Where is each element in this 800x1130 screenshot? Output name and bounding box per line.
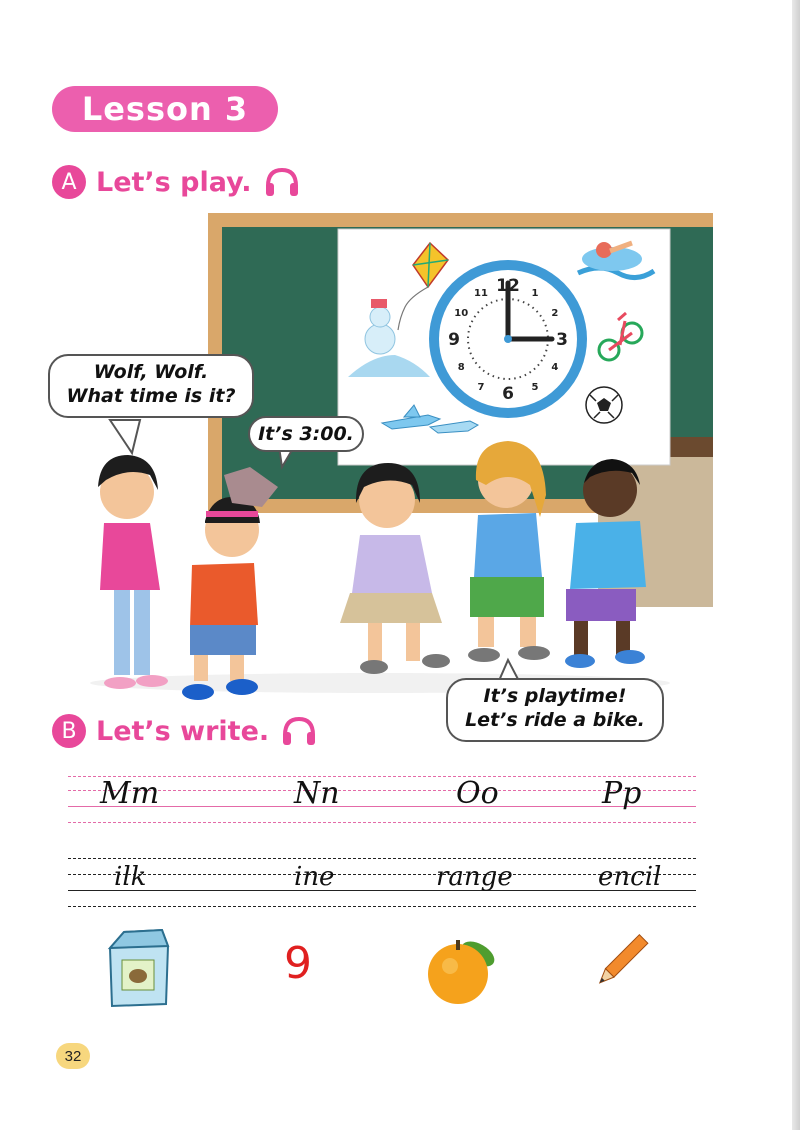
- milk-carton-icon: [104, 926, 174, 1010]
- word-ilk: ilk: [114, 862, 147, 892]
- page-number: 32: [56, 1043, 90, 1069]
- section-b-header: [52, 714, 317, 748]
- bubble-wolf-line2: What time is it?: [66, 385, 236, 407]
- child-pink-shirt: [98, 455, 168, 689]
- letter-nn: Nn: [294, 776, 340, 811]
- clock-numeral-9: 9: [448, 330, 460, 350]
- clock-icon: [429, 260, 587, 418]
- bubble-wolf-question: [48, 354, 254, 418]
- headphones-icon[interactable]: [264, 166, 300, 198]
- headphones-icon[interactable]: [281, 715, 317, 747]
- section-a-title: Let’s play.: [96, 166, 252, 198]
- letter-oo: Oo: [456, 776, 499, 811]
- section-a-header: [52, 165, 300, 199]
- clock-numeral-10: 10: [454, 308, 469, 319]
- child-blue-shirt: [468, 441, 550, 662]
- bubble-time: [248, 416, 364, 452]
- section-b-title: Let’s write.: [96, 715, 270, 747]
- word-ine: ine: [294, 862, 335, 892]
- bubble-playtime: [446, 678, 664, 742]
- classroom-illustration: [0, 205, 800, 725]
- clock-numeral-2: 2: [551, 308, 559, 319]
- word-range: range: [436, 862, 513, 892]
- clock-numeral-11: 11: [474, 288, 488, 300]
- section-a-letter: A: [52, 165, 86, 199]
- letter-mm: Mm: [100, 776, 160, 811]
- bubble-time-text: It’s 3:00.: [258, 423, 354, 445]
- clock-numeral-12: 12: [496, 276, 520, 296]
- clock-numeral-4: 4: [551, 362, 559, 373]
- letter-pp: Pp: [602, 776, 642, 811]
- orange-icon: [420, 928, 506, 1008]
- word-writing-lines: [68, 856, 696, 912]
- lesson-title: Lesson 3: [81, 90, 249, 128]
- letter-writing-lines: [68, 770, 696, 830]
- clock-numeral-3: 3: [556, 330, 568, 350]
- clock-numeral-1: 1: [531, 288, 539, 300]
- bubble-play-line2: Let’s ride a bike.: [465, 709, 645, 731]
- ball-icon: [586, 387, 622, 423]
- bubble-wolf-line1: Wolf, Wolf.: [93, 361, 209, 383]
- bubble-play-line1: It’s playtime!: [483, 685, 627, 707]
- section-b-letter: B: [52, 714, 86, 748]
- clock-numeral-8: 8: [457, 362, 465, 373]
- child-orange-shirt: [182, 467, 278, 700]
- clock-numeral-6: 6: [502, 384, 514, 404]
- pencil-icon: [588, 930, 654, 996]
- word-encil: encil: [598, 862, 662, 892]
- lesson-title-pill: [52, 86, 278, 132]
- clock-numeral-5: 5: [531, 381, 539, 393]
- number-nine: 9: [284, 938, 312, 989]
- clock-numeral-7: 7: [477, 381, 485, 393]
